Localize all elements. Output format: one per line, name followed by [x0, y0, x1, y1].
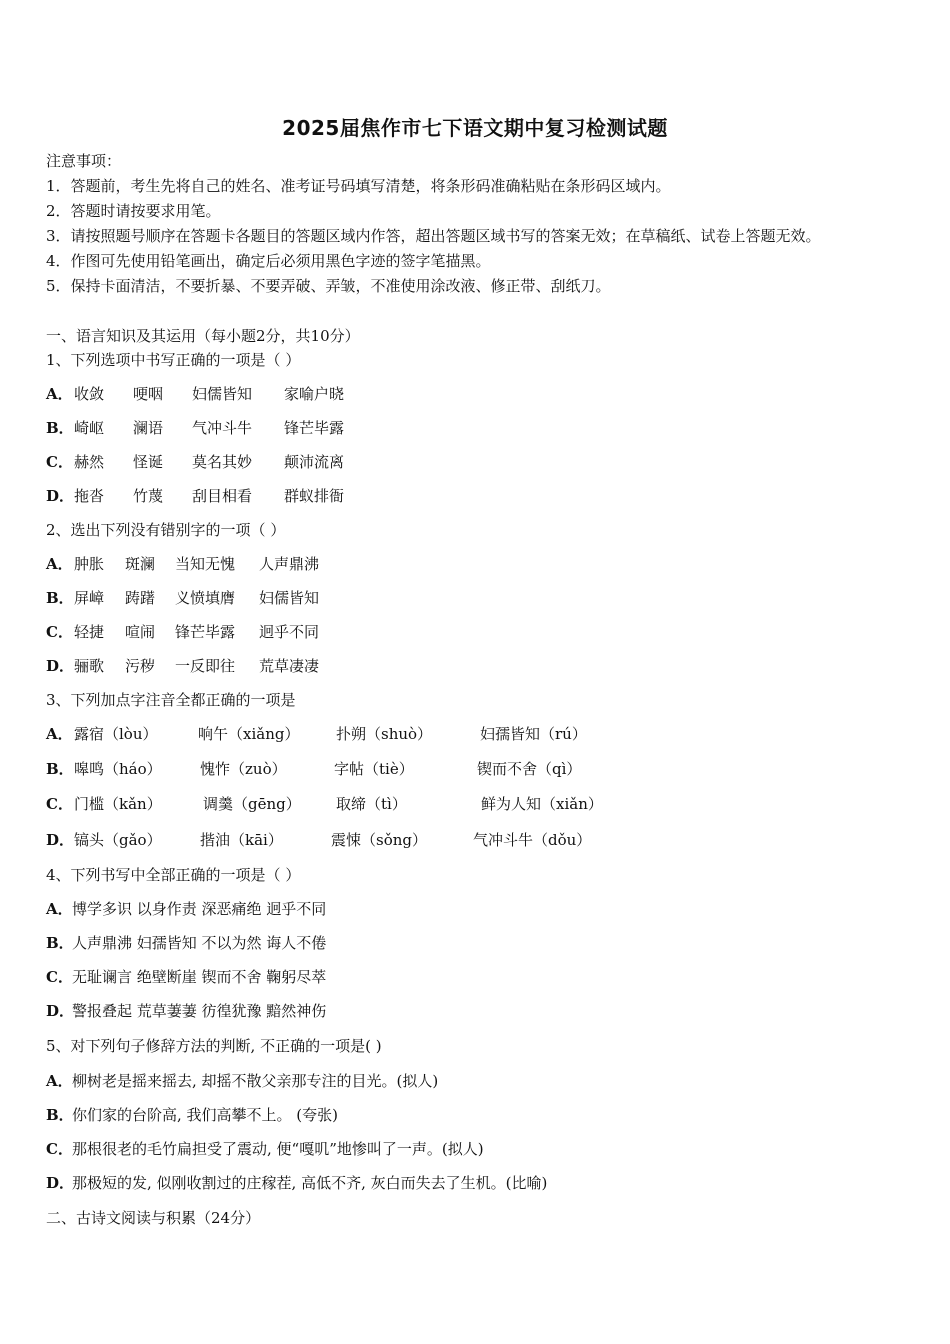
option-letter: C．	[46, 968, 73, 986]
option-word: 莫名其妙	[192, 453, 253, 471]
option-text: 人声鼎沸 妇孺皆知 不以为然 诲人不倦	[72, 934, 327, 952]
page-title: 2025届焦作市七下语文期中复习检测试题	[282, 116, 668, 140]
option-word: 调羹（gēng）	[203, 795, 301, 813]
option-letter: C．	[46, 623, 73, 641]
option-letter: A．	[46, 385, 73, 403]
option-text: 柳树老是摇来摇去, 却摇不散父亲那专注的目光。(拟人)	[72, 1072, 439, 1090]
question-stem-5: 5、对下列句子修辞方法的判断, 不正确的一项是( )	[46, 1037, 382, 1055]
option-word: 澜语	[133, 419, 164, 437]
option-text: 你们家的台阶高, 我们高攀不上。 (夸张)	[72, 1106, 339, 1124]
notice-item: 2．答题时请按要求用笔。	[46, 202, 221, 220]
option-word: 气冲斗牛	[192, 419, 253, 437]
q4-option-b	[46, 933, 326, 953]
notice-item: 1．答题前，考生先将自己的姓名、准考证号码填写清楚，将条形码准确粘贴在条形码区域内。	[46, 177, 671, 195]
option-letter: D．	[46, 1002, 75, 1020]
section-heading: 二、古诗文阅读与积累（24分）	[46, 1209, 261, 1227]
option-word: 崎岖	[74, 419, 105, 437]
q5-option-b	[46, 1105, 338, 1125]
option-word: 嗥鸣（háo）	[74, 760, 162, 778]
option-word: 家喻户晓	[284, 385, 345, 403]
question-stem-4: 4、下列书写中全部正确的一项是（ ）	[46, 866, 301, 884]
option-word: 露宿（lòu）	[74, 725, 158, 743]
option-word: 震悚（sǒng）	[331, 831, 427, 849]
option-word: 锋芒毕露	[284, 419, 345, 437]
option-word: 踌躇	[125, 589, 156, 607]
option-word: 肿胀	[74, 555, 105, 573]
option-word: 轻捷	[74, 623, 105, 641]
section-heading: 一、语言知识及其运用（每小题2分，共10分）	[46, 327, 360, 345]
option-word: 锲而不舍（qì）	[477, 760, 582, 778]
option-word: 义愤填膺	[175, 589, 236, 607]
option-word: 怪诞	[133, 453, 164, 471]
q5-option-c	[46, 1139, 484, 1159]
option-word: 刮目相看	[192, 487, 253, 505]
option-letter: D．	[46, 487, 75, 505]
option-letter: B．	[46, 934, 74, 952]
option-word: 斑澜	[125, 555, 156, 573]
option-word: 竹蔑	[133, 487, 164, 505]
option-word: 揩油（kāi）	[200, 831, 283, 849]
question-stem-1: 1、下列选项中书写正确的一项是（ ）	[46, 351, 301, 369]
option-word: 气冲斗牛（dǒu）	[473, 831, 592, 849]
option-letter: A．	[46, 1072, 73, 1090]
option-word: 当知无愧	[175, 555, 236, 573]
option-word: 一反即往	[175, 657, 236, 675]
option-text: 博学多识 以身作责 深恶痛绝 迥乎不同	[72, 900, 327, 918]
option-word: 愧怍（zuò）	[200, 760, 287, 778]
option-word: 赫然	[74, 453, 105, 471]
q5-option-a	[46, 1071, 438, 1091]
option-word: 群蚁排衙	[284, 487, 345, 505]
option-word: 妇儒皆知	[192, 385, 253, 403]
option-word: 拖沓	[74, 487, 105, 505]
option-word: 骊歌	[74, 657, 105, 675]
option-letter: C．	[46, 795, 73, 813]
q5-option-d	[46, 1173, 547, 1193]
option-word: 扑朔（shuò）	[336, 725, 433, 743]
option-word: 喧闹	[125, 623, 156, 641]
option-word: 鲜为人知（xiǎn）	[481, 795, 603, 813]
option-word: 迥乎不同	[259, 623, 320, 641]
option-letter: C．	[46, 453, 73, 471]
q4-option-a	[46, 899, 326, 919]
q4-option-c	[46, 967, 326, 987]
notice-item: 4．作图可先使用铅笔画出，确定后必须用黑色字迹的签字笔描黑。	[46, 252, 491, 270]
option-text: 那根很老的毛竹扁担受了震动, 便“嘎叽”地惨叫了一声。(拟人)	[72, 1140, 484, 1158]
option-word: 字帖（tiè）	[334, 760, 414, 778]
option-letter: B．	[46, 1106, 74, 1124]
option-word: 污秽	[125, 657, 156, 675]
question-stem-3: 3、下列加点字注音全都正确的一项是	[46, 691, 296, 709]
q4-option-d	[46, 1001, 326, 1021]
option-letter: A．	[46, 555, 73, 573]
option-word: 镐头（gǎo）	[74, 831, 162, 849]
option-word: 人声鼎沸	[259, 555, 320, 573]
option-word: 取缔（tì）	[336, 795, 407, 813]
option-text: 警报叠起 荒草萋萋 彷徨犹豫 黯然神伤	[72, 1002, 327, 1020]
option-word: 哽咽	[133, 385, 164, 403]
option-text: 无耻谰言 绝壁断崖 锲而不舍 鞠躬尽萃	[72, 968, 327, 986]
option-letter: B．	[46, 589, 74, 607]
notice-item: 5．保持卡面清洁，不要折暴、不要弄破、弄皱，不准使用涂改液、修正带、刮纸刀。	[46, 277, 611, 295]
option-word: 荒草凄凄	[259, 657, 320, 675]
option-word: 妇儒皆知	[259, 589, 320, 607]
option-word: 锋芒毕露	[175, 623, 236, 641]
question-stem-2: 2、选出下列没有错别字的一项（ ）	[46, 521, 286, 539]
option-word: 门槛（kǎn）	[74, 795, 162, 813]
option-word: 颠沛流离	[284, 453, 345, 471]
option-letter: D．	[46, 1174, 75, 1192]
option-word: 屏嶂	[74, 589, 105, 607]
notice-heading: 注意事项：	[46, 152, 122, 170]
option-word: 响午（xiǎng）	[198, 725, 300, 743]
option-letter: A．	[46, 725, 73, 743]
option-letter: D．	[46, 831, 75, 849]
option-letter: D．	[46, 657, 75, 675]
option-word: 收敛	[74, 385, 105, 403]
option-letter: B．	[46, 760, 74, 778]
option-letter: C．	[46, 1140, 73, 1158]
option-word: 妇孺皆知（rú）	[480, 725, 587, 743]
notice-item: 3．请按照题号顺序在答题卡各题目的答题区域内作答，超出答题区域书写的答案无效；在草稿纸、试卷上答题无效。	[46, 227, 821, 245]
option-text: 那极短的发, 似刚收割过的庄稼茬, 高低不齐, 灰白而失去了生机。(比喻)	[72, 1174, 548, 1192]
option-letter: A．	[46, 900, 73, 918]
option-letter: B．	[46, 419, 74, 437]
